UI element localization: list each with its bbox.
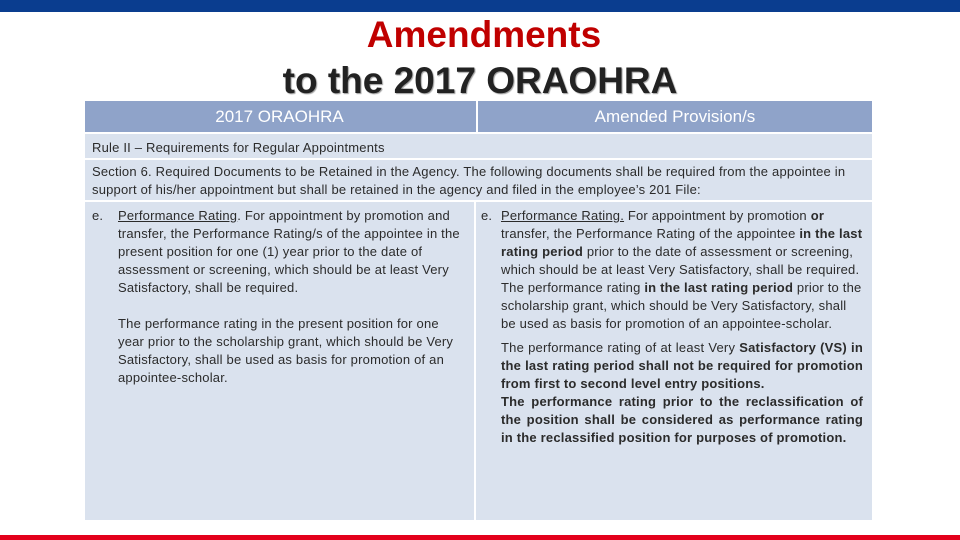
amended-p2-b: in the last rating period	[644, 280, 794, 295]
amended-paragraph-1	[501, 207, 863, 279]
bottom-accent-bar	[0, 535, 960, 540]
amended-paragraph-3	[501, 339, 863, 393]
item-letter: e.	[92, 208, 104, 223]
top-accent-bar	[0, 0, 960, 12]
amended-p1-d: in the last rating period	[501, 226, 863, 259]
original-provision-cell	[85, 202, 474, 520]
amended-p3-b: Satisfactory (VS) in the last rating period shall not be required for promotion from first to second level entry positions.	[501, 340, 863, 391]
amended-p1-c: transfer, the Performance Rating of the appointee	[501, 226, 800, 241]
original-paragraph-1	[118, 207, 468, 297]
amended-provision-text	[501, 207, 863, 447]
amended-p2-c: prior to the scholarship grant, which should be Very Satisfactory, shall be used as basis for promotion of an appointee-scholar.	[501, 280, 862, 331]
amended-p1-e: prior to the date of assessment or screening, which should be at least Very Satisfactory, shall be required.	[501, 244, 860, 277]
original-paragraph-2: The performance rating in the present position for one year prior to the scholarship grant, which should be Very Satisfactory, shall be used as basis for promotion of an appointee-scholar.	[118, 316, 454, 385]
item-letter: e.	[481, 208, 493, 223]
amended-paragraph-2	[501, 279, 863, 333]
amended-p1-a: For appointment by promotion	[624, 208, 811, 223]
original-provision-text	[118, 207, 468, 387]
amended-p2-a: The performance rating	[501, 280, 645, 295]
amended-provision-cell	[476, 202, 872, 520]
header-original: 2017 ORAOHRA	[215, 106, 344, 126]
slide-title: Amendments	[366, 14, 602, 55]
comparison-table	[85, 101, 872, 520]
header-amended: Amended Provision/s	[476, 101, 872, 132]
original-heading: Performance Rating	[118, 208, 238, 223]
section-row: Section 6. Required Documents to be Retained in the Agency. The following documents shall be required from the appointee in support of his/her appointment but shall be retained in the agency and filed in the employee’s 201 File:	[85, 160, 872, 200]
rule-row: Rule II – Requirements for Regular Appointments	[85, 134, 872, 158]
amended-p1-b: or	[810, 208, 825, 223]
original-p1-text: . For appointment by promotion and transfer, the Performance Rating/s of the appointee in the present position for one (1) year prior to the date of assessment or screening, which should be at least Very Satisfactory, shall be required.	[118, 208, 460, 295]
slide-subtitle: to the 2017 ORAOHRA	[282, 60, 678, 101]
table-header-row	[85, 101, 872, 132]
amended-paragraph-4: The performance rating prior to the reclassification of the position shall be considered as performance rating in the reclassified position for purposes of promotion.	[501, 394, 863, 445]
provision-row	[85, 202, 872, 520]
amended-heading: Performance Rating.	[501, 208, 625, 223]
amended-p3-a: The performance rating of at least Very	[501, 340, 740, 355]
